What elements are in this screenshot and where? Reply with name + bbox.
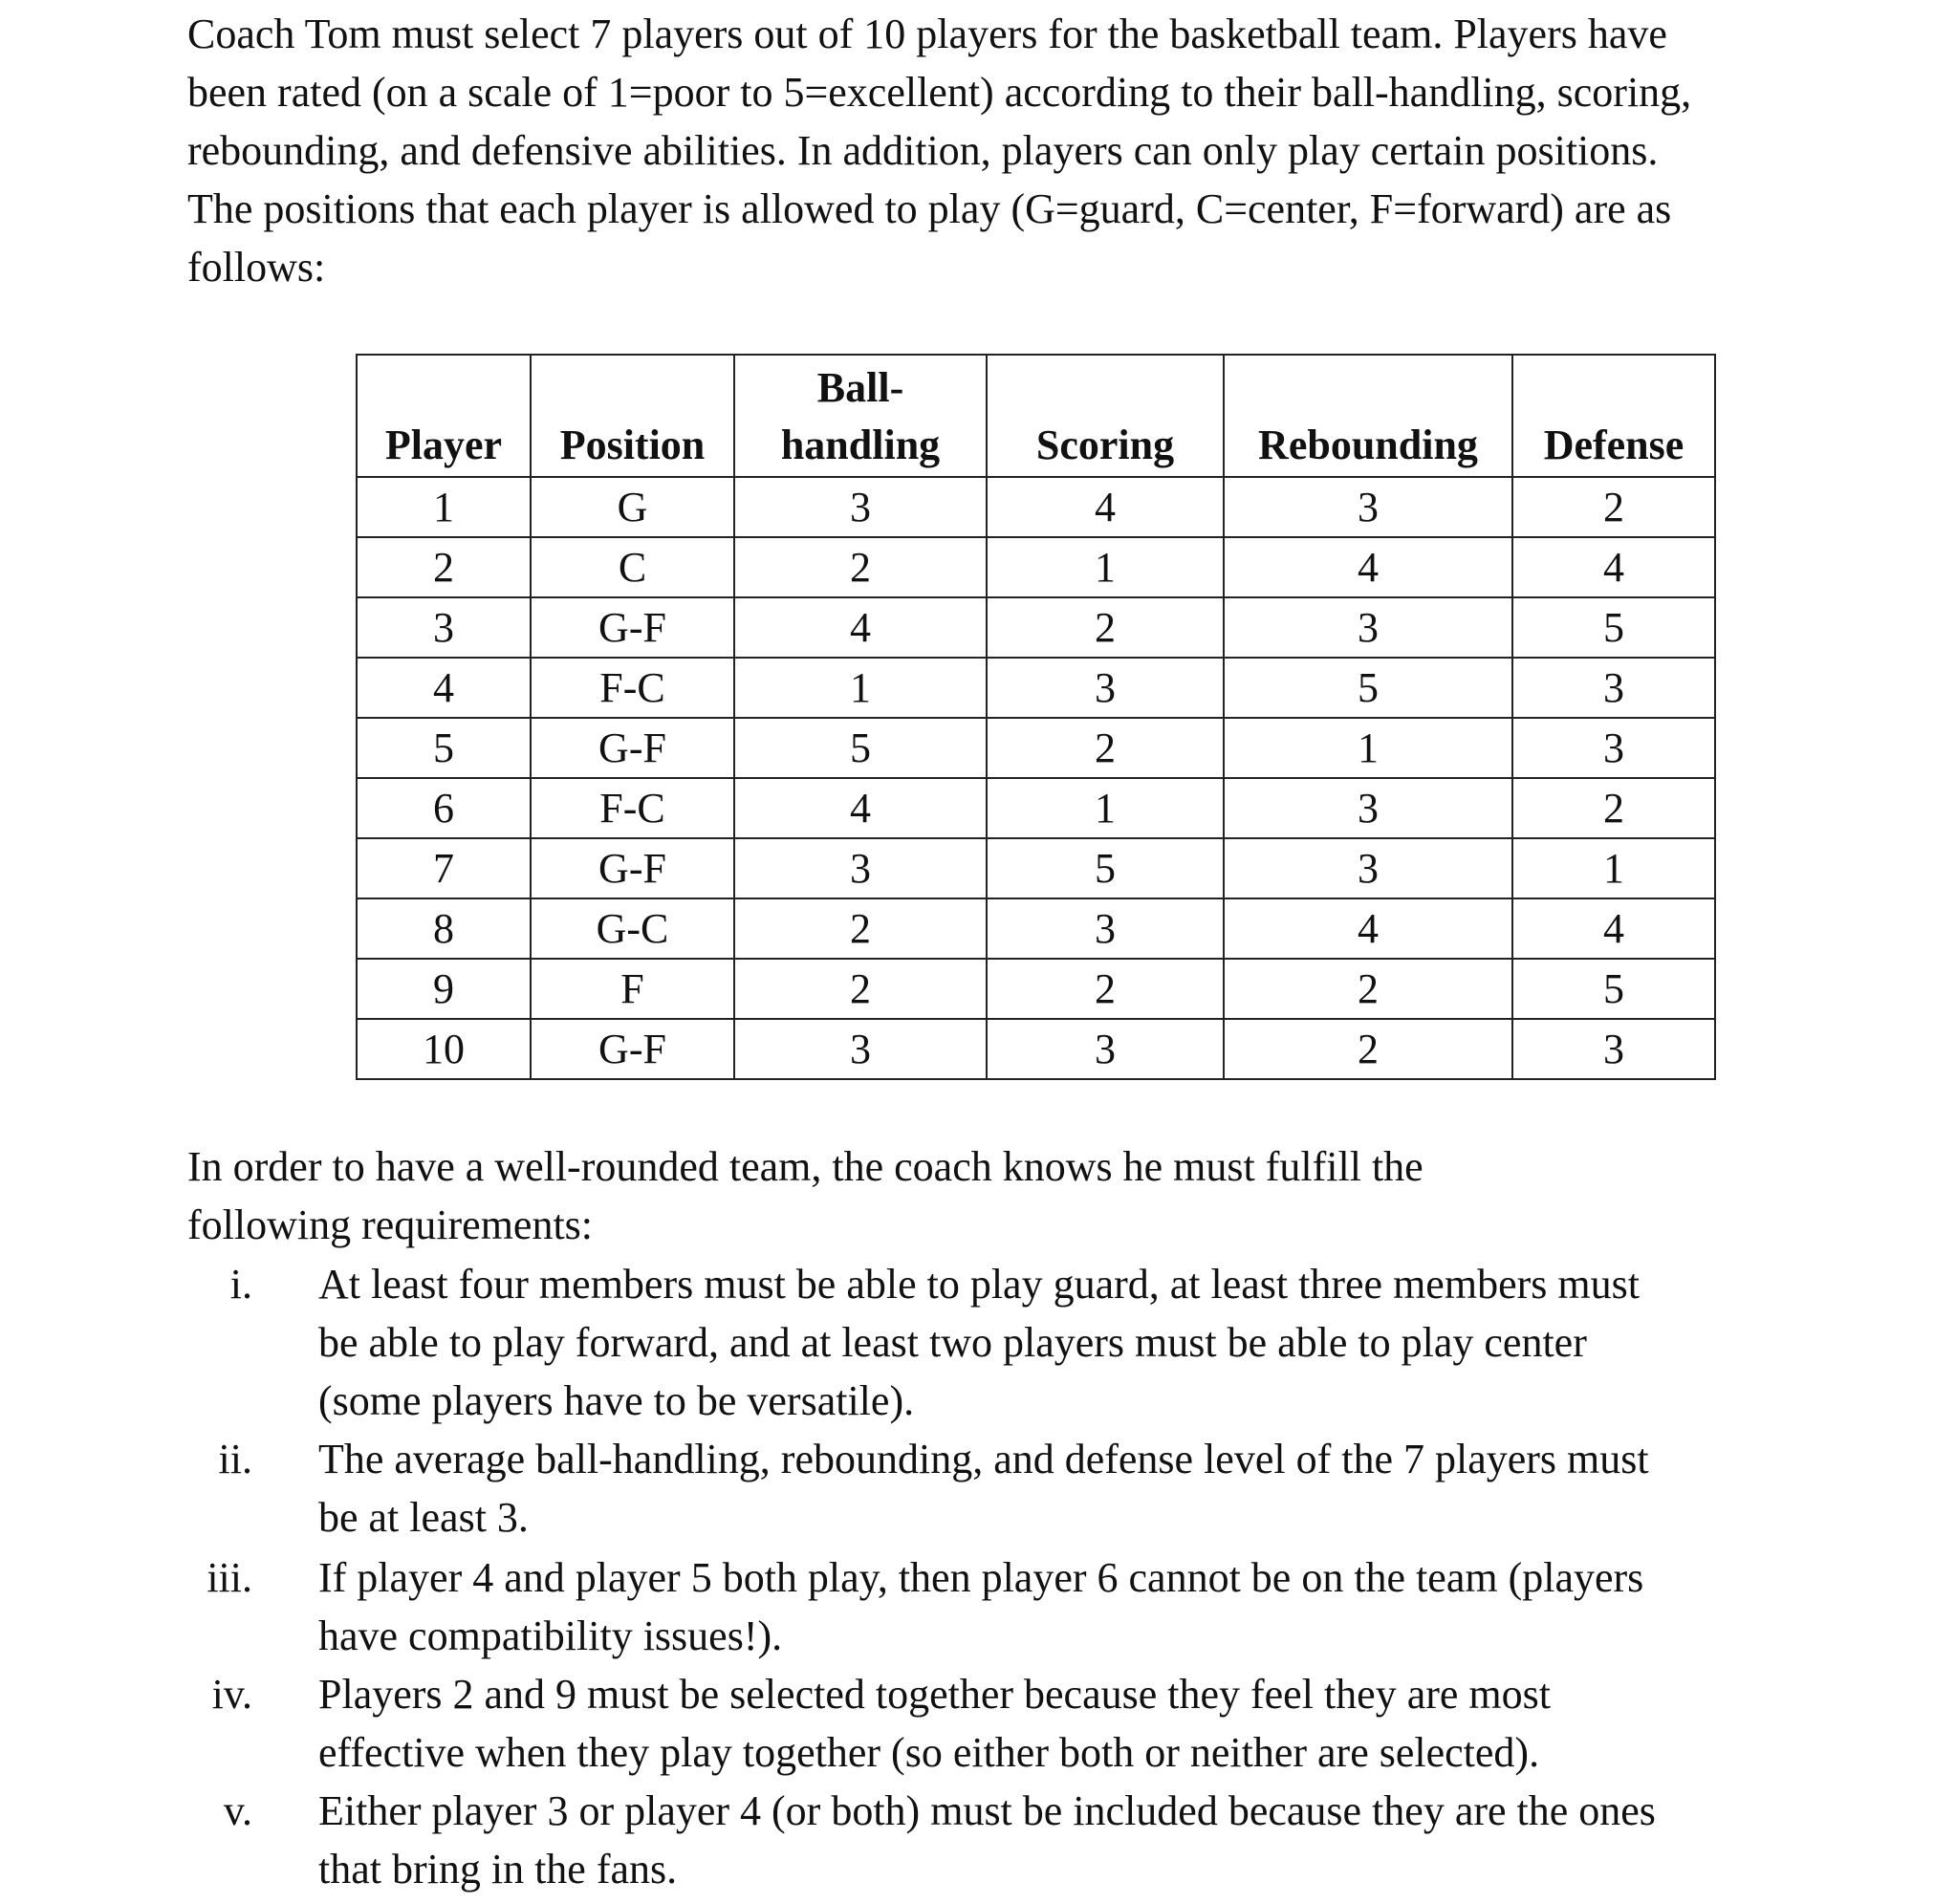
cell-scoring: 1 [987, 537, 1224, 597]
intro-line: been rated (on a scale of 1=poor to 5=excellent) according to their ball-handling, scoring, [187, 69, 1692, 116]
cell-scoring: 1 [987, 778, 1224, 838]
cell-defense: 2 [1512, 778, 1715, 838]
cell-position: F [531, 959, 734, 1019]
requirement-line: If player 4 and player 5 both play, then player 6 cannot be on the team (players [318, 1554, 1644, 1601]
cell-player: 1 [357, 477, 531, 537]
intro-line: follows: [187, 244, 326, 291]
cell-player: 6 [357, 778, 531, 838]
cell-defense: 5 [1512, 597, 1715, 658]
requirements-intro-line: following requirements: [187, 1201, 594, 1248]
cell-player: 3 [357, 597, 531, 658]
requirement-number: i. [229, 1261, 252, 1308]
cell-defense: 1 [1512, 838, 1715, 898]
requirement-number: v. [223, 1787, 252, 1834]
requirement-number: ii. [218, 1436, 252, 1482]
requirement-line: The average ball-handling, rebounding, and defense level of the 7 players must [318, 1436, 1649, 1482]
intro-paragraph [187, 5, 1899, 296]
cell-player: 8 [357, 898, 531, 959]
header-ball-handling [734, 355, 987, 477]
requirement-number: iv. [211, 1671, 252, 1718]
table-row [357, 838, 1715, 898]
cell-defense: 4 [1512, 898, 1715, 959]
cell-position: F-C [531, 658, 734, 718]
requirement-line: At least four members must be able to play guard, at least three members must [318, 1261, 1640, 1308]
cell-ball-handling: 4 [734, 778, 987, 838]
cell-position: G-C [531, 898, 734, 959]
cell-scoring: 5 [987, 838, 1224, 898]
cell-position: G-F [531, 838, 734, 898]
header-scoring: Scoring [987, 355, 1224, 477]
requirement-line: effective when they play together (so either both or neither are selected). [318, 1729, 1540, 1776]
table-row [357, 1019, 1715, 1079]
header-defense: Defense [1512, 355, 1715, 477]
intro-line: rebounding, and defensive abilities. In addition, players can only play certain positions. [187, 127, 1659, 174]
cell-ball-handling: 5 [734, 718, 987, 778]
requirement-item [187, 1430, 1899, 1547]
header-player: Player [357, 355, 531, 477]
cell-player: 5 [357, 718, 531, 778]
requirement-item [187, 1665, 1899, 1782]
cell-position: C [531, 537, 734, 597]
table-row [357, 959, 1715, 1019]
cell-position: G-F [531, 597, 734, 658]
cell-scoring: 4 [987, 477, 1224, 537]
cell-scoring: 3 [987, 1019, 1224, 1079]
cell-scoring: 2 [987, 597, 1224, 658]
cell-position: G [531, 477, 734, 537]
cell-defense: 3 [1512, 718, 1715, 778]
table-row [357, 718, 1715, 778]
cell-ball-handling: 2 [734, 898, 987, 959]
cell-position: G-F [531, 1019, 734, 1079]
player-ratings-table [356, 354, 1716, 1080]
cell-scoring: 3 [987, 898, 1224, 959]
requirements-list [187, 1255, 1899, 1898]
requirement-line: (some players have to be versatile). [318, 1377, 915, 1424]
table-row [357, 477, 1715, 537]
header-rebounding: Rebounding [1224, 355, 1512, 477]
cell-player: 9 [357, 959, 531, 1019]
cell-rebounding: 3 [1224, 597, 1512, 658]
cell-scoring: 3 [987, 658, 1224, 718]
cell-defense: 5 [1512, 959, 1715, 1019]
table-header-row [357, 355, 1715, 477]
player-ratings-table-wrapper [356, 354, 1716, 1080]
cell-rebounding: 1 [1224, 718, 1512, 778]
cell-rebounding: 3 [1224, 838, 1512, 898]
cell-player: 4 [357, 658, 531, 718]
requirement-line: Players 2 and 9 must be selected together because they feel they are most [318, 1671, 1551, 1718]
requirement-line: that bring in the fans. [318, 1846, 678, 1893]
cell-defense: 4 [1512, 537, 1715, 597]
cell-player: 2 [357, 537, 531, 597]
cell-ball-handling: 4 [734, 597, 987, 658]
requirement-item [187, 1548, 1899, 1665]
requirement-line: Either player 3 or player 4 (or both) must be included because they are the ones [318, 1787, 1656, 1834]
intro-line: The positions that each player is allowed to play (G=guard, C=center, F=forward) are as [187, 185, 1672, 232]
requirements-intro-paragraph [187, 1137, 1899, 1254]
cell-ball-handling: 3 [734, 838, 987, 898]
cell-scoring: 2 [987, 718, 1224, 778]
cell-ball-handling: 1 [734, 658, 987, 718]
cell-ball-handling: 2 [734, 959, 987, 1019]
cell-rebounding: 4 [1224, 537, 1512, 597]
requirements-intro-line: In order to have a well-rounded team, the coach knows he must fulfill the [187, 1143, 1424, 1190]
cell-defense: 3 [1512, 1019, 1715, 1079]
cell-position: F-C [531, 778, 734, 838]
requirement-item [187, 1255, 1899, 1430]
cell-rebounding: 2 [1224, 1019, 1512, 1079]
cell-player: 7 [357, 838, 531, 898]
header-position: Position [531, 355, 734, 477]
cell-player: 10 [357, 1019, 531, 1079]
intro-line: Coach Tom must select 7 players out of 10 players for the basketball team. Players have [187, 11, 1667, 57]
cell-ball-handling: 2 [734, 537, 987, 597]
requirement-item [187, 1782, 1899, 1898]
cell-scoring: 2 [987, 959, 1224, 1019]
cell-rebounding: 2 [1224, 959, 1512, 1019]
cell-defense: 2 [1512, 477, 1715, 537]
requirement-number: iii. [206, 1554, 252, 1601]
table-row [357, 537, 1715, 597]
table-row [357, 658, 1715, 718]
cell-defense: 3 [1512, 658, 1715, 718]
table-row [357, 597, 1715, 658]
cell-rebounding: 5 [1224, 658, 1512, 718]
table-row [357, 778, 1715, 838]
cell-rebounding: 4 [1224, 898, 1512, 959]
requirement-line: be able to play forward, and at least two players must be able to play center [318, 1319, 1587, 1366]
cell-position: G-F [531, 718, 734, 778]
requirement-line: be at least 3. [318, 1494, 529, 1541]
cell-ball-handling: 3 [734, 477, 987, 537]
requirement-line: have compatibility issues!). [318, 1612, 783, 1659]
cell-rebounding: 3 [1224, 778, 1512, 838]
cell-ball-handling: 3 [734, 1019, 987, 1079]
header-ball-handling-line1: Ball- [816, 364, 904, 411]
table-row [357, 898, 1715, 959]
header-ball-handling-line2: handling [780, 422, 941, 468]
cell-rebounding: 3 [1224, 477, 1512, 537]
